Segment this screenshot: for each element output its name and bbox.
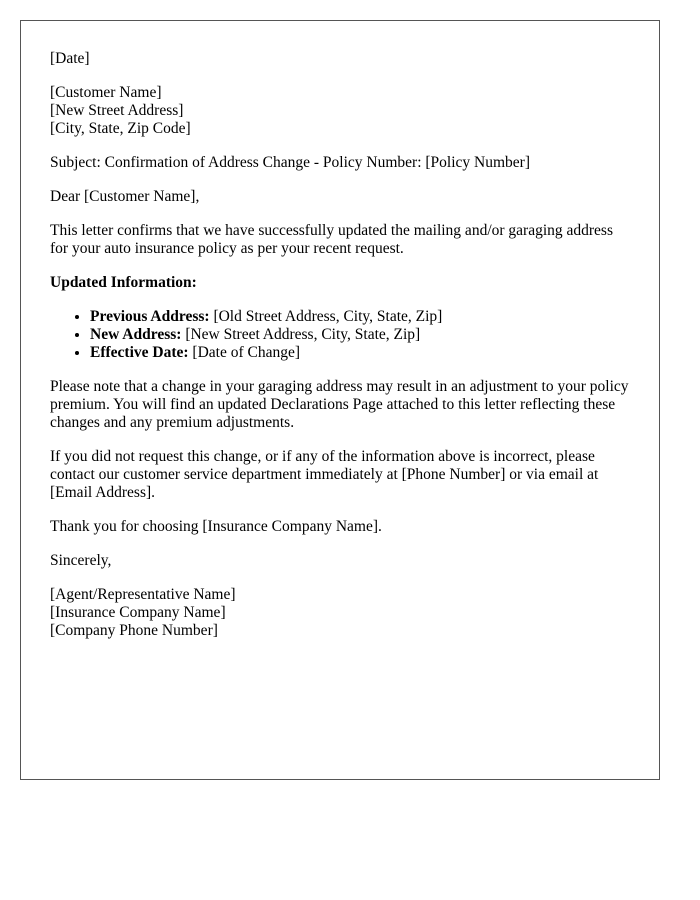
closing-line: Sincerely, bbox=[50, 552, 112, 569]
letter-intro: This letter confirms that we have successfully updated the mailing and/or garaging address for your auto insurance policy as per your recent request. bbox=[50, 222, 613, 257]
detail-value: [Old Street Address, City, State, Zip] bbox=[209, 308, 443, 325]
detail-label: New Address: bbox=[90, 326, 182, 343]
detail-value: [New Street Address, City, State, Zip] bbox=[181, 326, 421, 343]
detail-label: Effective Date: bbox=[90, 344, 189, 361]
thanks-line: Thank you for choosing [Insurance Company Name]. bbox=[50, 518, 382, 535]
signature-phone: [Company Phone Number] bbox=[50, 622, 218, 639]
letter-subject: Subject: Confirmation of Address Change - Policy Number: [Policy Number] bbox=[50, 154, 530, 171]
contact-note: If you did not request this change, or if any of the information above is incorrect, please contact our customer service department immediately at [Phone Number] or via email at [Email Address]. bbox=[50, 448, 599, 501]
letter-salutation: Dear [Customer Name], bbox=[50, 188, 200, 205]
letter-date bbox=[50, 50, 630, 68]
recipient-city: [City, State, Zip Code] bbox=[50, 120, 191, 137]
list-item-new-address bbox=[90, 326, 630, 344]
list-item-effective-date bbox=[90, 344, 630, 362]
list-item-previous-address bbox=[90, 308, 630, 326]
updated-info-list bbox=[50, 308, 630, 362]
premium-note: Please note that a change in your garaging address may result in an adjustment to your policy premium. You will find an updated Declarations Page attached to this letter reflecting these changes and any premium adjustments. bbox=[50, 378, 629, 431]
letter-page bbox=[20, 20, 660, 780]
signature-block bbox=[50, 586, 630, 640]
recipient-name: [Customer Name] bbox=[50, 84, 162, 101]
signature-company: [Insurance Company Name] bbox=[50, 604, 226, 621]
recipient-address bbox=[50, 84, 630, 138]
detail-value: [Date of Change] bbox=[188, 344, 301, 361]
detail-label: Previous Address: bbox=[90, 308, 210, 325]
date-text: [Date] bbox=[50, 50, 90, 67]
signature-agent: [Agent/Representative Name] bbox=[50, 586, 236, 603]
recipient-street: [New Street Address] bbox=[50, 102, 184, 119]
updated-info-heading: Updated Information: bbox=[50, 274, 197, 291]
